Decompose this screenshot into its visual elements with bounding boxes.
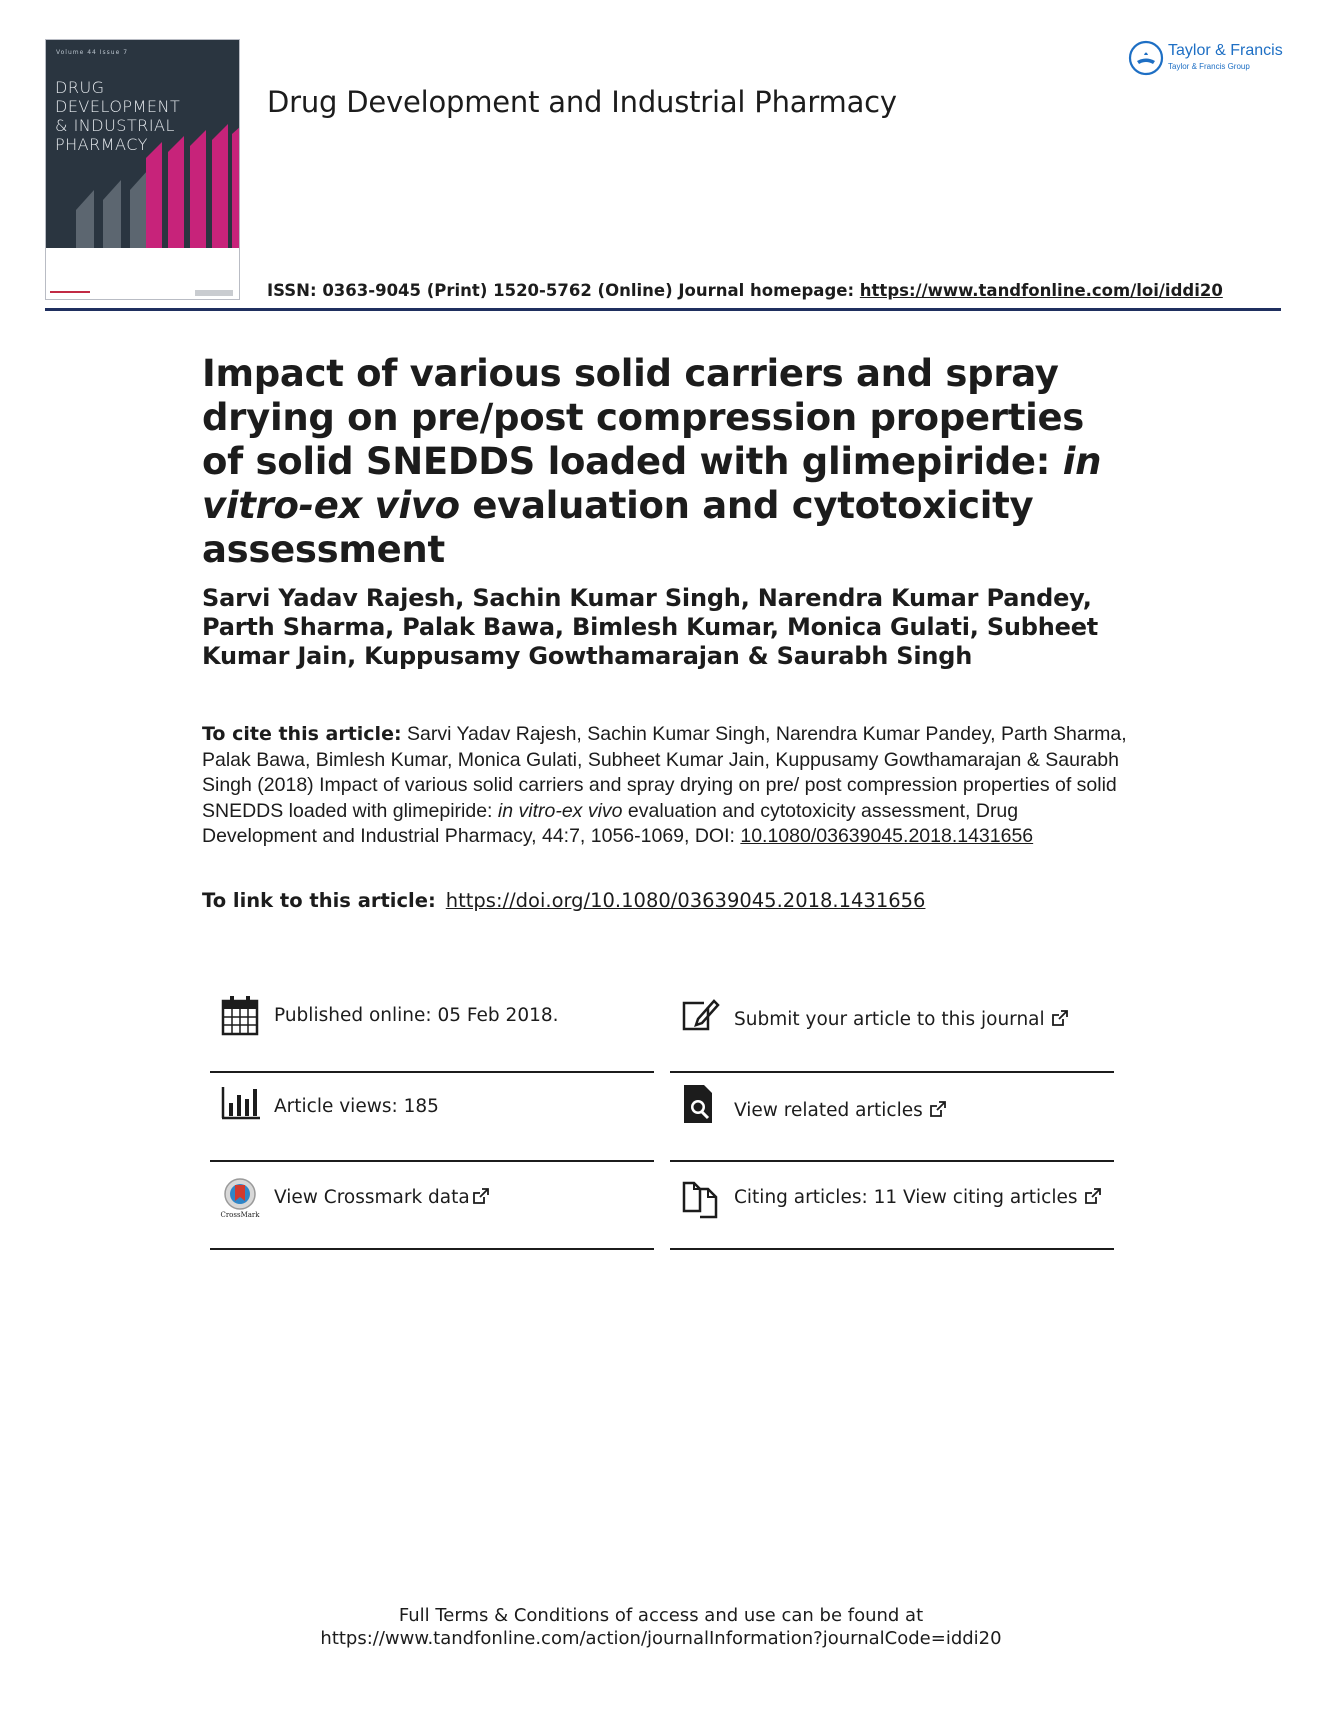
crossmark-cell[interactable] bbox=[210, 1177, 654, 1257]
publisher-group: Taylor & Francis Group bbox=[1168, 62, 1250, 71]
published-online-text: Published online: 05 Feb 2018. bbox=[274, 1005, 559, 1026]
cover-title-line-1: DRUG DEVELOPMENT bbox=[55, 78, 181, 116]
info-divider bbox=[670, 1071, 1114, 1073]
info-divider bbox=[670, 1248, 1114, 1250]
related-articles-link[interactable] bbox=[734, 1100, 947, 1121]
publisher-logo[interactable] bbox=[1128, 38, 1288, 78]
document-search-icon bbox=[680, 1083, 720, 1125]
journal-name: Drug Development and Industrial Pharmacy bbox=[267, 85, 897, 119]
citation-label: To cite this article: bbox=[202, 723, 402, 745]
info-divider bbox=[670, 1160, 1114, 1162]
cover-title bbox=[55, 78, 235, 154]
info-divider bbox=[210, 1160, 654, 1162]
related-articles-cell[interactable] bbox=[670, 1083, 1114, 1163]
citation-italic: in vitro-ex vivo bbox=[497, 799, 623, 822]
citation-text-1: Sarvi Yadav Rajesh, Sachin Kumar Singh, Narendra Kumar Pandey, Parth Sharma, Palak Bawa, Bimlesh Kumar, Monica Gulati, Subheet Kumar Jain, Kuppusamy Gowthamarajan & Saurabh Singh (2018) Impact of various solid carriers and spray drying on pre/ post compression properties of solid SNEDDS loaded with glimepiride: bbox=[202, 723, 1127, 822]
title-part-1: Impact of various solid carriers and spray drying on pre/post compression properties of solid SNEDDS loaded with glimepiride: bbox=[202, 352, 1084, 483]
article-link-label: To link to this article: bbox=[202, 889, 436, 912]
bar-chart-icon bbox=[220, 1083, 260, 1125]
crossmark-text: View Crossmark data bbox=[274, 1187, 470, 1208]
cover-footer bbox=[46, 248, 239, 300]
related-articles-text: View related articles bbox=[734, 1100, 923, 1121]
article-title bbox=[202, 352, 1132, 572]
article-views-text: Article views: 185 bbox=[274, 1096, 439, 1117]
article-link-line bbox=[202, 889, 925, 912]
article-authors: Sarvi Yadav Rajesh, Sachin Kumar Singh, Narendra Kumar Pandey, Parth Sharma, Palak Bawa, Bimlesh Kumar, Monica Gulati, Subheet Kumar Jain, Kuppusamy Gowthamarajan & Saurabh Singh bbox=[202, 584, 1099, 670]
info-divider bbox=[210, 1248, 654, 1250]
calendar-icon bbox=[220, 995, 260, 1037]
cover-title-line-3: PHARMACY bbox=[55, 135, 148, 154]
article-views-cell bbox=[210, 1083, 654, 1163]
title-part-2: evaluation and cytotoxicity assessment bbox=[202, 484, 1034, 571]
publisher-name: Taylor & Francis bbox=[1168, 42, 1283, 59]
crossmark-logo-label: CrossMark bbox=[220, 1211, 260, 1219]
external-link-icon bbox=[1051, 1009, 1069, 1027]
publisher-lamp-icon bbox=[1128, 40, 1164, 76]
terms-url[interactable]: https://www.tandfonline.com/action/journalInformation?journalCode=iddi20 bbox=[320, 1628, 1002, 1649]
external-link-icon bbox=[472, 1187, 490, 1205]
citing-articles-text: Citing articles: 11 View citing articles bbox=[734, 1187, 1078, 1208]
published-online-cell bbox=[210, 995, 654, 1075]
journal-cover bbox=[45, 39, 240, 300]
external-link-icon bbox=[929, 1100, 947, 1118]
submit-article-text: Submit your article to this journal bbox=[734, 1009, 1045, 1030]
title-italic: in vitro-ex vivo bbox=[202, 440, 1102, 527]
cover-title-line-2: & INDUSTRIAL bbox=[55, 116, 175, 135]
issn-line bbox=[267, 281, 1223, 300]
cover-red-mark bbox=[50, 291, 90, 293]
submit-article-cell[interactable] bbox=[670, 995, 1114, 1075]
submit-article-link[interactable] bbox=[734, 1009, 1069, 1030]
terms-line: Full Terms & Conditions of access and use can be found at bbox=[398, 1605, 924, 1626]
header-divider bbox=[45, 308, 1281, 311]
info-divider bbox=[210, 1071, 654, 1073]
cover-artwork bbox=[46, 40, 239, 248]
citation-block bbox=[202, 722, 1132, 850]
issn-text: ISSN: 0363-9045 (Print) 1520-5762 (Online) Journal homepage: bbox=[267, 281, 860, 300]
citing-articles-cell[interactable] bbox=[670, 1177, 1114, 1257]
article-doi-url[interactable]: https://doi.org/10.1080/03639045.2018.1431656 bbox=[445, 889, 926, 912]
citing-articles-link[interactable] bbox=[734, 1187, 1102, 1208]
external-link-icon bbox=[1084, 1187, 1102, 1205]
citation-doi-link[interactable]: 10.1080/03639045.2018.1431656 bbox=[740, 825, 1034, 847]
crossmark-link[interactable] bbox=[274, 1187, 490, 1208]
cover-issue-line: Volume 44 Issue 7 bbox=[56, 49, 129, 56]
crossmark-icon bbox=[220, 1177, 260, 1219]
journal-homepage-link[interactable]: https://www.tandfonline.com/loi/iddi20 bbox=[859, 281, 1223, 300]
terms-footer bbox=[0, 1604, 1322, 1650]
documents-icon bbox=[680, 1177, 720, 1219]
edit-icon bbox=[680, 995, 720, 1037]
citation-text-2: evaluation and cytotoxicity assessment, Drug Development and Industrial Pharmacy, 44:7, 1056-1069, DOI: bbox=[202, 799, 1019, 847]
cover-publisher-mark bbox=[195, 290, 233, 296]
